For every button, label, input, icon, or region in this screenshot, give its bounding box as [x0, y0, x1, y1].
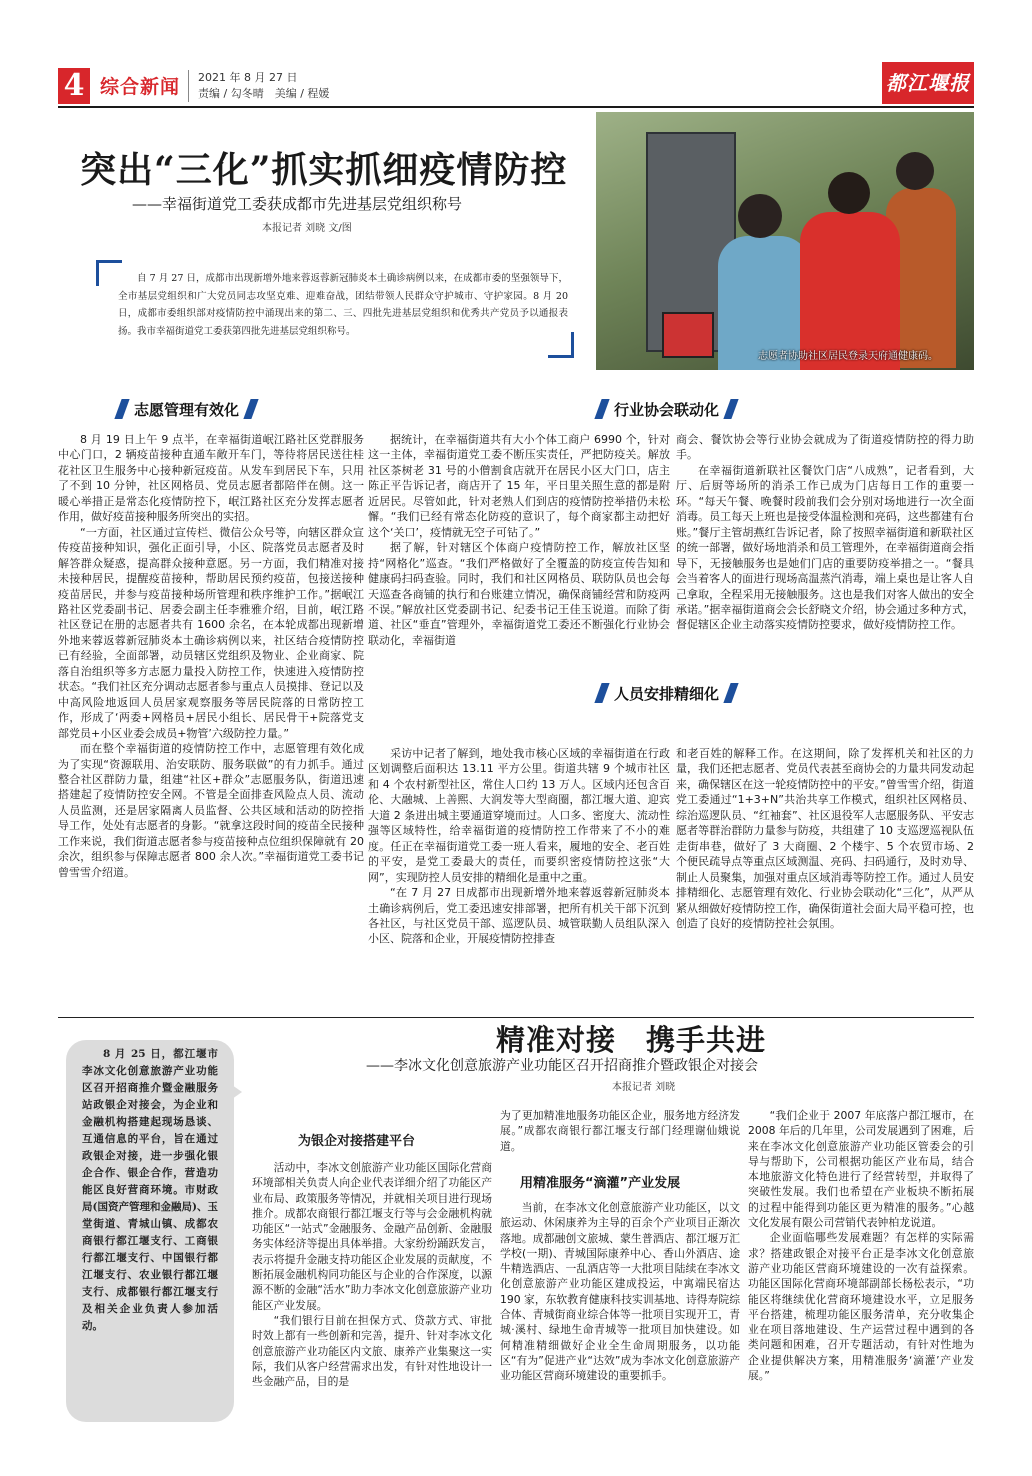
- section-tag-association: [598, 398, 735, 420]
- story2-subhead-service: 用精准服务“滴灌”产业发展: [520, 1176, 681, 1191]
- paragraph: 在幸福街道新联社区餐饮门店“八成熟”，记者看到，大厅、后厨等场所的消杀工作已成为门店每日工作的重要一环。“每天午餐、晚餐时段前我们会分别对场地进行一次全面消毒。员工每天上班也是接受体温检测和亮码，这些都建有台账。”餐厅主管胡燕红告诉记者，除了按照幸福街道和新联社区的统一部署，做好场地消杀和员工管理外，在幸福街道商会指导下，无接触服务也是她们门店的重要防疫举措之一。“餐具会当着客人的面进行现场高温蒸汽消毒，端上桌也是让客人自己拿取，全程采用无接触服务。这也是我们对客人做出的安全承诺。”据幸福街道商会会长舒晓文介绍，协会通过多种方式，督促辖区企业主动落实疫情防控要求，做好疫情防控工作。: [676, 463, 974, 632]
- story1-intro: 自 7 月 27 日，成都市出现新增外地来蓉返蓉新冠肺炎本土确诊病例以来，在成都市委的坚强领导下，全市基层党组织和广大党员同志攻坚克难、迎难奋战，团结带领人民群众守护城市、守护家园。8 月 20 日，成都市委组织部对疫情防控中涌现出来的第二、三、四批先进基层党组织和优秀共产党员予以通报表扬。我市幸福街道党工委获第四批先进基层党组织称号。: [118, 273, 568, 337]
- paragraph: 和老百姓的解释工作。在这期间，除了发挥机关和社区的力量，我们还把志愿者、党员代表甚至商协会的力量共同发动起来，确保辖区在这一轮疫情防控中的平安。”曾雪雪介绍，街道党工委通过“1+3+N”共治共享工作模式，组织社区网格员、综治巡逻队员、“红袖套”、社区退役军人志愿服务队、平安志愿者等群治群防力量参与防疫，共组建了 10 支巡逻巡视队伍走街串巷，做好了 3 大商圈、2 个楼宇、5 个农贸市场、2 个便民疏导点等重点区域测温、亮码、扫码通行，及时劝导、制止人员聚集，加强对重点区域消毒等防控工作。通过人员安排精细化、志愿管理有效化、行业协会联动化“三化”，从严从紧从细做好疫情防控工作，确保街道社会面大局平稳可控，也创造了良好的疫情防控社会氛围。: [676, 747, 974, 930]
- tag-slash-icon: [723, 683, 738, 703]
- tag-slash-icon: [594, 683, 609, 703]
- tag-slash-icon: [594, 399, 609, 419]
- story1-column-d: [368, 746, 670, 1002]
- paragraph: 而在整个幸福街道的疫情防控工作中，志愿管理有效化成为了实现“资源联用、治安联防、服务联做”的有力抓手。通过整合社区群防力量，组建“社区+群众”志愿服务队，街道迅速搭建起了疫情防控安全网。不管是全面排查风险点人员、流动人员监测，还是居家隔离人员监督、公共区域和活动的防控指导工作，处处有志愿者的身影。“就拿这段时间的疫苗全民接种工作来说，我们街道志愿者参与疫苗接种点位组织保障就有 20 余次，组织参与保障志愿者 800 余人次。”幸福街道党工委书记曾雪雪介绍道。: [58, 742, 364, 879]
- header-meta: [198, 70, 329, 102]
- story2-column-h: [748, 1108, 974, 1442]
- person-bystander-head: [896, 152, 934, 190]
- person-resident-head: [738, 194, 782, 238]
- paragraph: “我们企业于 2007 年底落户都江堰市，在 2008 年后的几年里，公司发展遇到了困难，后来在李冰文化创意旅游产业功能区管委会的引导与帮助下，公司根据功能区产业布局，结合本地旅游文化特色进行了经营转型，并取得了突破性发展。我们也希望在产业板块不断拓展的过程中能得到功能区更为精准的服务。”心越文化发展有限公司营销代表钟柏龙说道。: [748, 1109, 974, 1230]
- paragraph: “我们银行目前在担保方式、贷款方式、审批时效上都有一些创新和完善，提升、针对李冰文化创意旅游产业功能区内文旅、康养产业集聚这一实际，我们从客户经营需求出发，有针对性地设计一些金融产品，目的是: [252, 1313, 492, 1389]
- tag-slash-icon: [114, 399, 129, 419]
- story2-subtitle: ——李冰文化创意旅游产业功能区召开招商推介暨政银企对接会: [366, 1058, 758, 1074]
- paragraph: “在 7 月 27 日成都市出现新增外地来蓉返蓉新冠肺炎本土确诊病例后，党工委迅速安排部署，把所有机关干部下沉到各社区，与社区党员干部、巡逻队员、城管联勤人员组队深入小区、院落和企业，开展疫情防控排查: [368, 886, 670, 946]
- paragraph: 据了解，针对辖区个体商户疫情防控工作，解放社区坚持“网格化”巡查。“我们严格做好了全覆盖的防疫宣传告知和健康码扫码查验。同时，我们和社区网格员、联防队员也会每天巡查各商铺的执行和台账建立情况，确保商铺经营和防疫两不误。”解放社区党委副书记、纪委书记王佳玉说道。而除了街道、社区“垂直”管理外，幸福街道党工委还不断强化行业协会联动化，幸福街道: [368, 541, 670, 647]
- section-name: 综合新闻: [100, 76, 181, 98]
- section-tag-volunteer: [118, 398, 255, 420]
- story1-subtitle: ——幸福街道党工委获成都市先进基层党组织称号: [132, 195, 463, 213]
- story2-title: 精准对接 携手共进: [496, 1023, 767, 1057]
- paragraph: 当前，在李冰文化创意旅游产业功能区，以文旅运动、休闲康养为主导的百余个产业项目正渐次落地。成都融创文旅城、蒙生普酒店、都江堰万汇学校(一期)、青城国际康养中心、香山外酒店、途牛精选酒店、一乱酒店等一大批项目陆续在李冰文化创意旅游产业功能区建成投运，中寓端民宿达 190 家，东软教育健康科技实训基地、诗得寿院综合体、青城街商业综合体等一批项目实现开工，青城·溪村、绿地生命青城等一批项目加快建设。如何精准精细做好企业全生命周期服务，以功能区“有为”促进产业“达效”成为李冰文化创意旅游产业功能区营商环境建设的重要抓手。: [500, 1201, 740, 1383]
- story1-title: 突出“三化”抓实抓细疫情防控: [80, 149, 568, 191]
- paragraph: 据统计，在幸福街道共有大小个体工商户 6990 个，针对这一主体，幸福街道党工委不断压实责任，严把防疫关。解放社区茶树老 31 号的小僧割食店就开在居民小区大门口，店主陈正平告诉记者，商店开了 15 年，平日里关照生意的都是附近居民。尽管如此，针对老熟人们到店的疫情防控举措仍未松懈。“我们已经有常态化防疫的意识了，每个商家都主动把好这个‘关口’，疫情就无空子可钻了。”: [368, 433, 670, 539]
- machine-sign-shape: [662, 312, 714, 358]
- section-tag-label: 行业协会联动化: [614, 400, 720, 419]
- paragraph: 8 月 19 日上午 9 点半，在幸福街道岷江路社区党群服务中心门口，2 辆疫苗接种直通车敞开车门，等待将居民送往桂花社区卫生服务中心接种新冠疫苗。从发车到居民下车，只用了不到 10 分钟，社区网格员、党员志愿者都陪伴在侧。这一暖心举措正是常态化疫情防控下，岷江路社区充分发挥志愿者作用，做好疫苗接种服务所突出的实招。: [58, 433, 364, 524]
- paragraph: 采访中记者了解到，地处我市核心区域的幸福街道在行政区划调整后面积达 13.11 平方公里。街道共辖 9 个城市社区和 4 个农村新型社区，常住人口约 13 万人。区域内还包含百伦、大融城、上善熙、大润发等大型商圈，都江堰大道、迎宾大道 2 条进出城主要通道穿境而过。人口多、密度大、流动性强等区域特性，给幸福街道的疫情防控工作带来了不小的难度。任正在幸福街道党工委一班人看来，履地的安全、老百姓的平安，是党工委最大的责任，而要织密疫情防控这张“大网”，实现防控人员安排的精细化是重中之重。: [368, 747, 670, 884]
- section-tag-label: 志愿管理有效化: [134, 400, 240, 419]
- editor-credits: 责编 / 勾冬晴 美编 / 程媛: [198, 87, 330, 100]
- story2-byline: 本报记者 刘晓: [612, 1082, 676, 1093]
- story2-column-g: [500, 1200, 740, 1442]
- header-rule: [58, 106, 974, 108]
- story2-subhead-platform: 为银企对接搭建平台: [298, 1134, 416, 1149]
- section-tag-label: 人员安排精细化: [614, 684, 720, 703]
- paper-logo: 都江堰报: [882, 62, 974, 104]
- story2-column-g-top: [500, 1108, 740, 1156]
- paragraph: 活动中，李冰文创旅游产业功能区国际化营商环境部相关负责人向企业代表详细介绍了功能区产业布局、政策服务等情况，并就相关项目进行现场推介。成都农商银行都江堰支行等与会金融机构就功能区“一站式”金融服务、金融产品创新、金融服务实体经济等提出具体举措。大家纷纷踊跃发言，表示将提升金融支持功能区企业发展的贡献度，不断拓展金融机构同功能区与企业的合作深度，以源源不断的金融“活水”助力李冰文化创意旅游产业功能区产业发展。: [252, 1161, 492, 1312]
- story2-lead: 8 月 25 日，都江堰市李冰文化创意旅游产业功能区召开招商推介暨金融服务站政银企对接会，为企业和金融机构搭建起现场恳谈、互通信息的平台，旨在通过政银企对接，进一步强化银企合作、银企合作，营造功能区良好营商环境。市财政局(国资产管理和金融局)、玉堂街道、青城山镇、成都农商银行都江堰支行、工商银行都江堰支行、中国银行都江堰支行、农业银行都江堰支行、成都银行都江堰支行及相关企业负责人参加活动。: [82, 1048, 218, 1332]
- story1-column-e: [676, 746, 974, 1002]
- issue-date: 2021 年 8 月 27 日: [198, 71, 298, 84]
- story2-column-f: [252, 1160, 492, 1442]
- section-tag-staffing: [598, 682, 735, 704]
- story1-column-c: [676, 432, 974, 672]
- tag-slash-icon: [723, 399, 738, 419]
- person-volunteer-head: [828, 172, 870, 214]
- paragraph: 为了更加精准地服务功能区企业，服务地方经济发展。”成都农商银行都江堰支行部门经理谢仙娥说道。: [500, 1109, 740, 1153]
- news-photo: [596, 112, 974, 370]
- tag-slash-icon: [243, 399, 258, 419]
- page-number: 4: [58, 68, 90, 104]
- lead-bubble-tail: [222, 1078, 242, 1106]
- story1-byline: 本报记者 刘晓 文/图: [262, 223, 352, 234]
- paragraph: “一方面，社区通过宣传栏、微信公众号等，向辖区群众宣传疫苗接种知识，强化正面引导，小区、院落党员志愿者及时解答群众疑惑，提高群众接种意愿。另一方面，我们精准对接未接种居民，提醒疫苗接种，帮助居民预约疫苗，包接送接种疫苗居民，并参与疫苗接种场所管理和秩序维护工作。”据岷江路社区党委副书记、居委会副主任李雅雅介绍，目前，岷江路社区登记在册的志愿者共有 1600 余名，在本轮成都出现新增外地来蓉返蓉新冠肺炎本土确诊病例以来，社区结合疫情防控已有经验，全面部署，动员辖区党组织及物业、企业商家、院落自治组织等多方志愿力量投入防控工作，快速进入疫情防控状态。“我们社区充分调动志愿者参与重点人员摸排、登记以及中高风险地返回人员居家观察服务等居民院落的日常防控工作，形成了‘两委+网格员+居民小组长、居民骨干+院落党支部党员+小区业委会成员+物管’六级防控力量。”: [58, 525, 364, 740]
- story1-column-b: [368, 432, 670, 672]
- paragraph: 商会、餐饮协会等行业协会就成为了街道疫情防控的得力助手。: [676, 433, 974, 462]
- header-divider: [188, 70, 189, 102]
- photo-caption: 志愿者协助社区居民登录天府通健康码。: [758, 351, 938, 362]
- paragraph: 企业面临哪些发展难题？有怎样的实际需求？搭建政银企对接平台正是李冰文化创意旅游产业功能区营商环境建设的一次有益探索。功能区国际化营商环境部副部长杨松表示，“功能区将继续优化营商环境建设水平，立足服务平台搭建，梳理功能区服务清单，充分收集企业在项目落地建设、生产运营过程中遇到的各类问题和困难，召开专题活动，有针对性地为企业提供解决方案，用精准服务‘滴灌’产业发展。”: [748, 1231, 974, 1383]
- story1-column-a: [58, 432, 364, 1000]
